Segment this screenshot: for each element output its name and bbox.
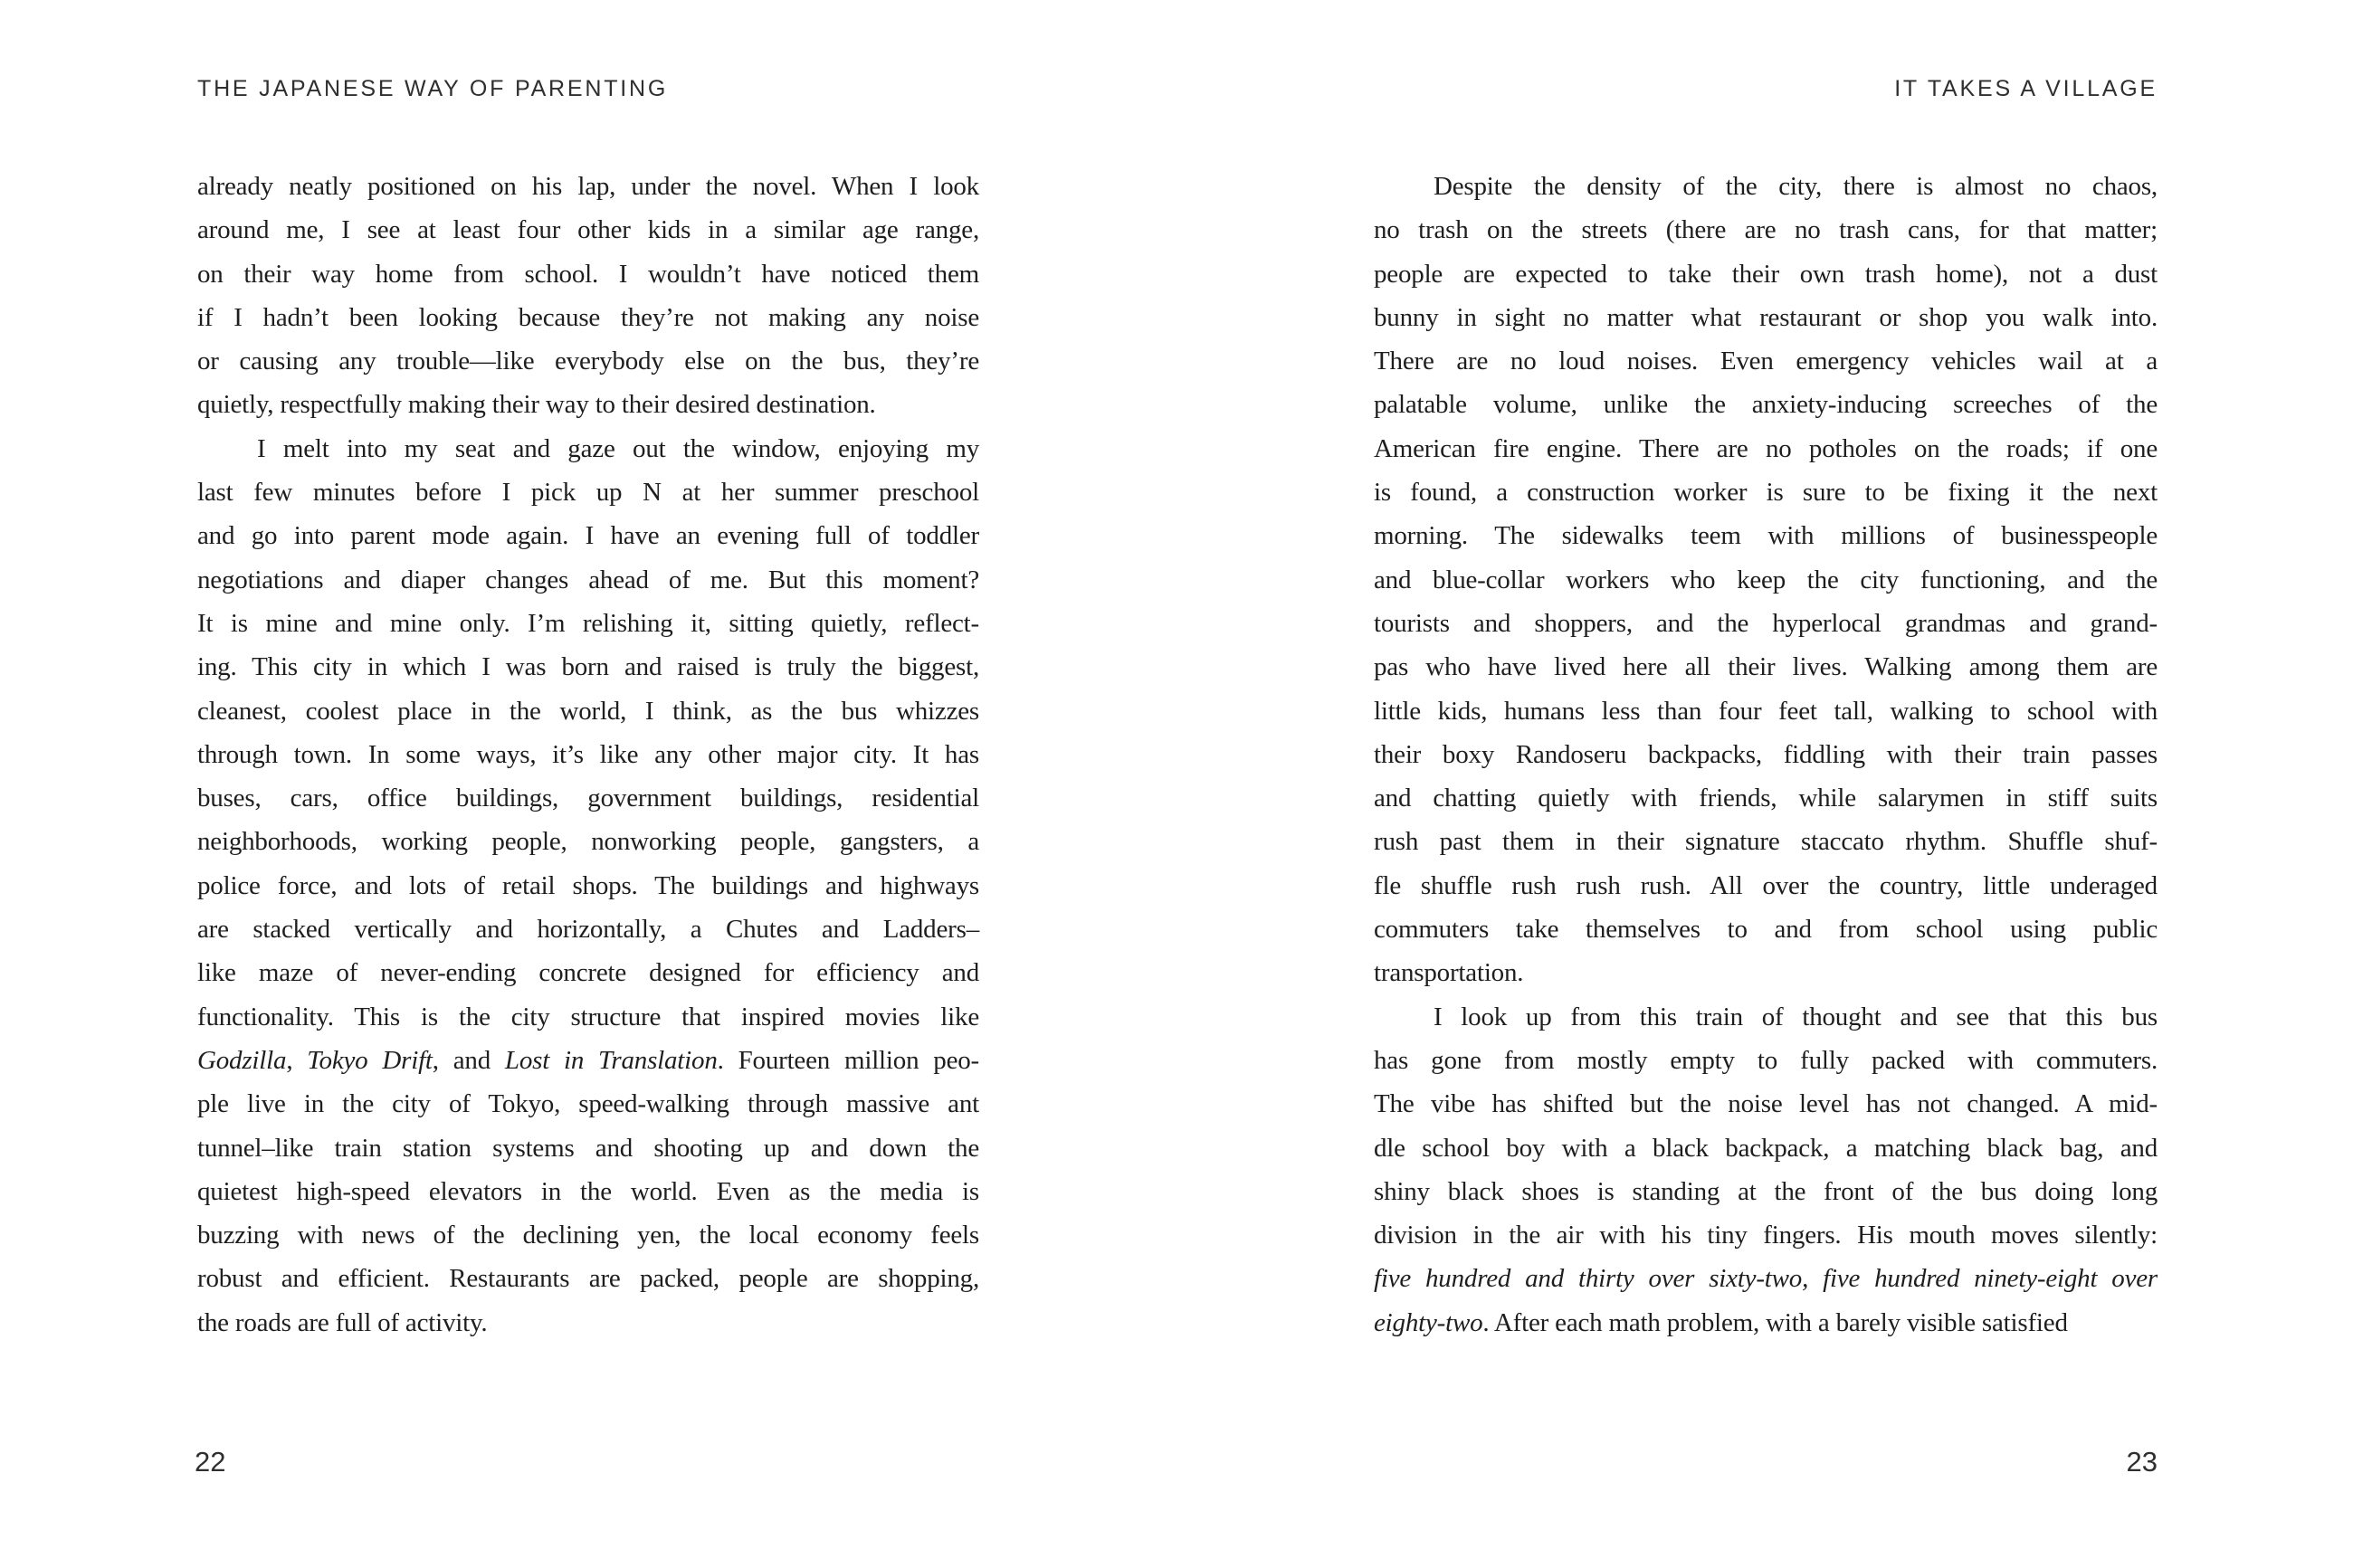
text-line [1374,820,2158,863]
text-segment: already neatly positioned on his lap, under the novel. When I look [197,172,979,201]
text-line [197,1257,979,1300]
text-segment: fle shuffle rush rush rush. All over the country, little underaged [1374,870,2158,900]
text-segment: buzzing with news of the declining yen, the local economy feels [197,1221,979,1250]
text-segment: I look up from this train of thought and see that this bus [1434,1002,2158,1031]
text-segment: is found, a construction worker is sure to be fixing it the next [1374,478,2158,508]
text-line [1374,470,2158,514]
text-segment: quietly, respectfully making their way to their desired destination. [197,390,876,420]
text-segment: their boxy Randoseru backpacks, fiddling with their train passes [1374,739,2158,769]
text-line [197,1039,979,1082]
text-line [197,558,979,602]
text-line [197,339,979,383]
text-line [1374,864,2158,908]
running-head-right: IT TAKES A VILLAGE [1894,76,2158,101]
text-segment: , and [432,1045,505,1075]
text-line [1374,514,2158,557]
text-line [1374,951,2158,994]
text-segment: and blue-collar workers who keep the city functioning, and the [1374,565,2158,594]
text-segment: dle school boy with a black backpack, a matching black bag, and [1374,1133,2158,1163]
text-segment: division in the air with his tiny fingers. His mouth moves silently: [1374,1221,2158,1250]
page-number-left: 22 [195,1446,226,1478]
text-line [1374,252,2158,296]
text-segment: shiny black shoes is standing at the front of the bus doing long [1374,1176,2158,1206]
paragraph [197,165,979,427]
text-segment: tourists and shoppers, and the hyperlocal grandmas and grand- [1374,608,2158,638]
text-segment: around me, I see at least four other kids in a similar age range, [197,215,979,245]
italic-text-segment: eighty-two [1374,1307,1483,1337]
text-segment: . Fourteen million peo- [717,1045,979,1075]
text-line [1374,602,2158,645]
text-line [1374,427,2158,470]
text-line [1374,1257,2158,1300]
text-segment: like maze of never-ending concrete designed for efficiency and [197,958,979,988]
text-line [1374,908,2158,951]
text-segment: . After each math problem, with a barely visible satisfied [1482,1307,2068,1337]
italic-text-segment: Godzilla [197,1045,287,1075]
page-right-body-text [1374,165,2158,1345]
text-line [197,908,979,951]
text-line [197,252,979,296]
text-segment: last few minutes before I pick up N at her summer preschool [197,478,979,508]
italic-text-segment: Lost in Translation [504,1045,718,1075]
text-line [197,470,979,514]
text-line [1374,1170,2158,1213]
text-line [1374,689,2158,733]
text-line [197,427,979,470]
text-segment: buses, cars, office buildings, government buildings, residential [197,784,979,813]
text-segment: through town. In some ways, it’s like any other major city. It has [197,739,979,769]
text-line [1374,733,2158,776]
text-segment: robust and efficient. Restaurants are packed, people are shopping, [197,1264,979,1294]
text-segment: and go into parent mode again. I have an evening full of toddler [197,521,979,551]
text-line [1374,558,2158,602]
text-segment: or causing any trouble—like everybody else on the bus, they’re [197,347,979,376]
text-segment: I melt into my seat and gaze out the window, enjoying my [257,433,979,463]
text-line [1374,1301,2158,1345]
text-line [1374,165,2158,208]
text-segment: morning. The sidewalks teem with millions of businesspeople [1374,521,2158,551]
text-line [197,1301,979,1345]
italic-text-segment: Tokyo Drift [307,1045,433,1075]
text-line [1374,1126,2158,1170]
text-segment: if I hadn’t been looking because they’re not making any noise [197,302,979,332]
text-segment: negotiations and diaper changes ahead of me. But this moment? [197,565,979,594]
text-segment: , [286,1045,308,1075]
page-number-right: 23 [2126,1446,2158,1478]
text-line [1374,1213,2158,1257]
text-line [197,1170,979,1213]
text-line [197,995,979,1039]
text-segment: palatable volume, unlike the anxiety-inducing screeches of the [1374,390,2158,420]
text-segment: no trash on the streets (there are no trash cans, for that matter; [1374,215,2158,245]
text-line [197,820,979,863]
running-head-left: THE JAPANESE WAY OF PARENTING [197,76,669,101]
text-segment: There are no loud noises. Even emergency vehicles wail at a [1374,347,2158,376]
text-segment: neighborhoods, working people, nonworking people, gangsters, a [197,827,979,857]
text-segment: transportation. [1374,958,1524,988]
text-segment: quietest high-speed elevators in the world. Even as the media is [197,1176,979,1206]
text-line [1374,208,2158,252]
text-segment: on their way home from school. I wouldn’t have noticed them [197,259,979,289]
text-line [197,165,979,208]
text-line [197,951,979,994]
text-line [197,864,979,908]
text-line [197,1126,979,1170]
text-segment: are stacked vertically and horizontally, a Chutes and Ladders– [197,915,979,945]
text-segment: Despite the density of the city, there is almost no chaos, [1434,172,2158,201]
text-segment: commuters take themselves to and from school using public [1374,915,2158,945]
text-segment: pas who have lived here all their lives. Walking among them are [1374,652,2158,682]
text-line [1374,645,2158,689]
text-line [1374,339,2158,383]
text-segment: and chatting quietly with friends, while salarymen in stiff suits [1374,784,2158,813]
text-line [1374,296,2158,339]
text-line [197,776,979,820]
text-segment: little kids, humans less than four feet tall, walking to school with [1374,696,2158,726]
text-line [197,1082,979,1126]
text-line [1374,1082,2158,1126]
text-segment: has gone from mostly empty to fully packed with commuters. [1374,1045,2158,1075]
text-segment: police force, and lots of retail shops. The buildings and highways [197,870,979,900]
paragraph [197,427,979,1345]
text-segment: The vibe has shifted but the noise level has not changed. A mid- [1374,1089,2158,1119]
text-line [197,208,979,252]
text-segment: bunny in sight no matter what restaurant or shop you walk into. [1374,302,2158,332]
text-line [197,296,979,339]
text-line [1374,995,2158,1039]
text-line [197,383,979,426]
text-line [197,733,979,776]
text-line [1374,1039,2158,1082]
paragraph [1374,165,2158,995]
text-line [197,1213,979,1257]
text-line [1374,776,2158,820]
text-line [197,645,979,689]
page-left-body-text [197,165,979,1345]
text-segment: It is mine and mine only. I’m relishing it, sitting quietly, reflect- [197,608,979,638]
text-segment: cleanest, coolest place in the world, I think, as the bus whizzes [197,696,979,726]
text-line [1374,383,2158,426]
text-segment: people are expected to take their own trash home), not a dust [1374,259,2158,289]
text-segment: ple live in the city of Tokyo, speed-walking through massive ant [197,1089,979,1119]
text-segment: American fire engine. There are no potholes on the roads; if one [1374,433,2158,463]
text-segment: functionality. This is the city structure that inspired movies like [197,1002,979,1031]
text-line [197,602,979,645]
text-line [197,514,979,557]
text-segment: ing. This city in which I was born and raised is truly the biggest, [197,652,979,682]
text-segment: rush past them in their signature staccato rhythm. Shuffle shuf- [1374,827,2158,857]
text-segment: the roads are full of activity. [197,1307,488,1337]
paragraph [1374,995,2158,1345]
text-line [197,689,979,733]
italic-text-segment: five hundred and thirty over sixty-two, five hundred ninety-eight over [1374,1264,2158,1294]
text-segment: tunnel–like train station systems and shooting up and down the [197,1133,979,1163]
